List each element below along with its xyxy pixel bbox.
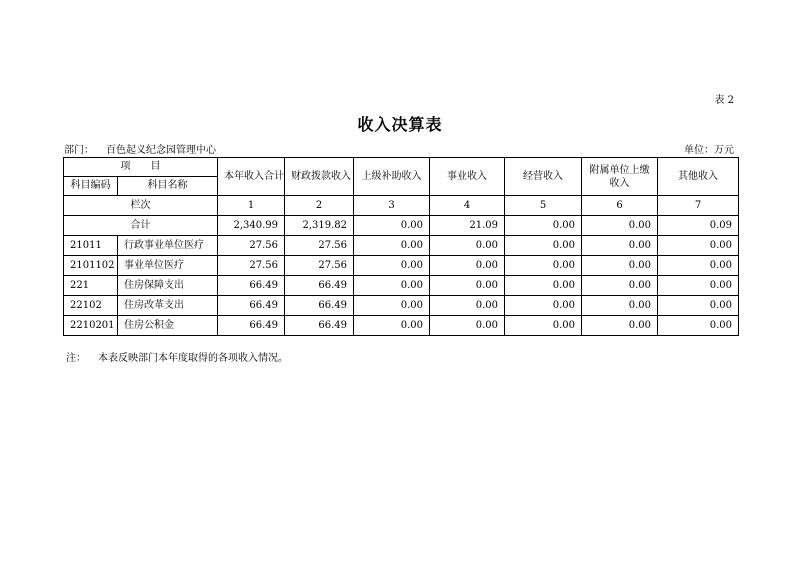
row-name: 行政事业单位医疗 (118, 236, 218, 256)
row-value: 0.00 (430, 236, 505, 256)
row-value: 66.49 (285, 276, 354, 296)
total-value: 0.00 (582, 216, 658, 236)
row-value: 0.00 (658, 256, 739, 276)
row-name: 住房改革支出 (118, 296, 218, 316)
header-code: 科目编码 (64, 177, 118, 196)
row-value: 66.49 (218, 316, 285, 336)
row-value: 0.00 (354, 296, 430, 316)
header-col-3: 上级补助收入 (354, 158, 430, 196)
department-name: 百色起义纪念园管理中心 (106, 145, 216, 156)
header-col-4: 事业收入 (430, 158, 505, 196)
row-name: 事业单位医疗 (118, 256, 218, 276)
row-value: 0.00 (582, 256, 658, 276)
row-value: 66.49 (218, 296, 285, 316)
sequence-num: 6 (582, 196, 658, 216)
row-value: 0.00 (658, 276, 739, 296)
table-row (64, 256, 739, 276)
row-value: 66.49 (218, 276, 285, 296)
total-value: 0.00 (505, 216, 582, 236)
sequence-num: 5 (505, 196, 582, 216)
header-col-2: 财政拨款收入 (285, 158, 354, 196)
total-row (64, 216, 739, 236)
row-name: 住房保障支出 (118, 276, 218, 296)
table-number: 表 2 (714, 95, 734, 106)
row-code: 21011 (64, 236, 118, 256)
sequence-num: 4 (430, 196, 505, 216)
row-code: 2210201 (64, 316, 118, 336)
row-value: 0.00 (505, 276, 582, 296)
row-value: 0.00 (354, 316, 430, 336)
header-name: 科目名称 (118, 177, 218, 196)
footnote-label: 注： (66, 353, 86, 364)
row-name: 住房公积金 (118, 316, 218, 336)
footnote (66, 349, 288, 364)
row-value: 0.00 (354, 236, 430, 256)
sequence-row (64, 196, 739, 216)
row-value: 0.00 (582, 236, 658, 256)
row-value: 0.00 (505, 316, 582, 336)
row-value: 0.00 (430, 296, 505, 316)
row-value: 0.00 (430, 256, 505, 276)
sequence-label: 栏次 (64, 196, 218, 216)
row-code: 221 (64, 276, 118, 296)
header-col-1: 本年收入合计 (218, 158, 285, 196)
row-value: 0.00 (658, 236, 739, 256)
header-item: 项 目 (64, 158, 218, 177)
row-value: 0.00 (582, 276, 658, 296)
row-value: 0.00 (658, 296, 739, 316)
department-label: 部门： (64, 145, 94, 156)
row-value: 0.00 (430, 276, 505, 296)
footnote-text: 本表反映部门本年度取得的各项收入情况。 (98, 353, 288, 364)
row-code: 2101102 (64, 256, 118, 276)
row-value: 0.00 (582, 296, 658, 316)
row-value: 0.00 (430, 316, 505, 336)
row-value: 27.56 (218, 256, 285, 276)
total-value: 2,319.82 (285, 216, 354, 236)
row-value: 0.00 (354, 276, 430, 296)
department-line (64, 141, 216, 156)
row-value: 0.00 (582, 316, 658, 336)
row-value: 66.49 (285, 316, 354, 336)
row-value: 27.56 (285, 256, 354, 276)
unit-label: 单位：万元 (684, 145, 734, 156)
row-value: 0.00 (354, 256, 430, 276)
row-value: 0.00 (658, 316, 739, 336)
total-value: 21.09 (430, 216, 505, 236)
row-value: 27.56 (218, 236, 285, 256)
total-value: 2,340.99 (218, 216, 285, 236)
table-row (64, 236, 739, 256)
header-row-1 (64, 158, 739, 177)
total-value: 0.00 (354, 216, 430, 236)
total-value: 0.09 (658, 216, 739, 236)
sequence-num: 1 (218, 196, 285, 216)
sequence-num: 2 (285, 196, 354, 216)
row-value: 0.00 (505, 296, 582, 316)
sequence-num: 3 (354, 196, 430, 216)
row-value: 27.56 (285, 236, 354, 256)
table-row (64, 276, 739, 296)
table-row (64, 316, 739, 336)
header-col-5: 经营收入 (505, 158, 582, 196)
row-code: 22102 (64, 296, 118, 316)
header-col-6: 附属单位上缴收入 (582, 158, 658, 196)
sequence-num: 7 (658, 196, 739, 216)
total-label: 合计 (64, 216, 218, 236)
page-title: 收入决算表 (357, 115, 443, 134)
header-col-7: 其他收入 (658, 158, 739, 196)
row-value: 66.49 (285, 296, 354, 316)
table-row (64, 296, 739, 316)
income-table (63, 157, 739, 336)
row-value: 0.00 (505, 256, 582, 276)
row-value: 0.00 (505, 236, 582, 256)
